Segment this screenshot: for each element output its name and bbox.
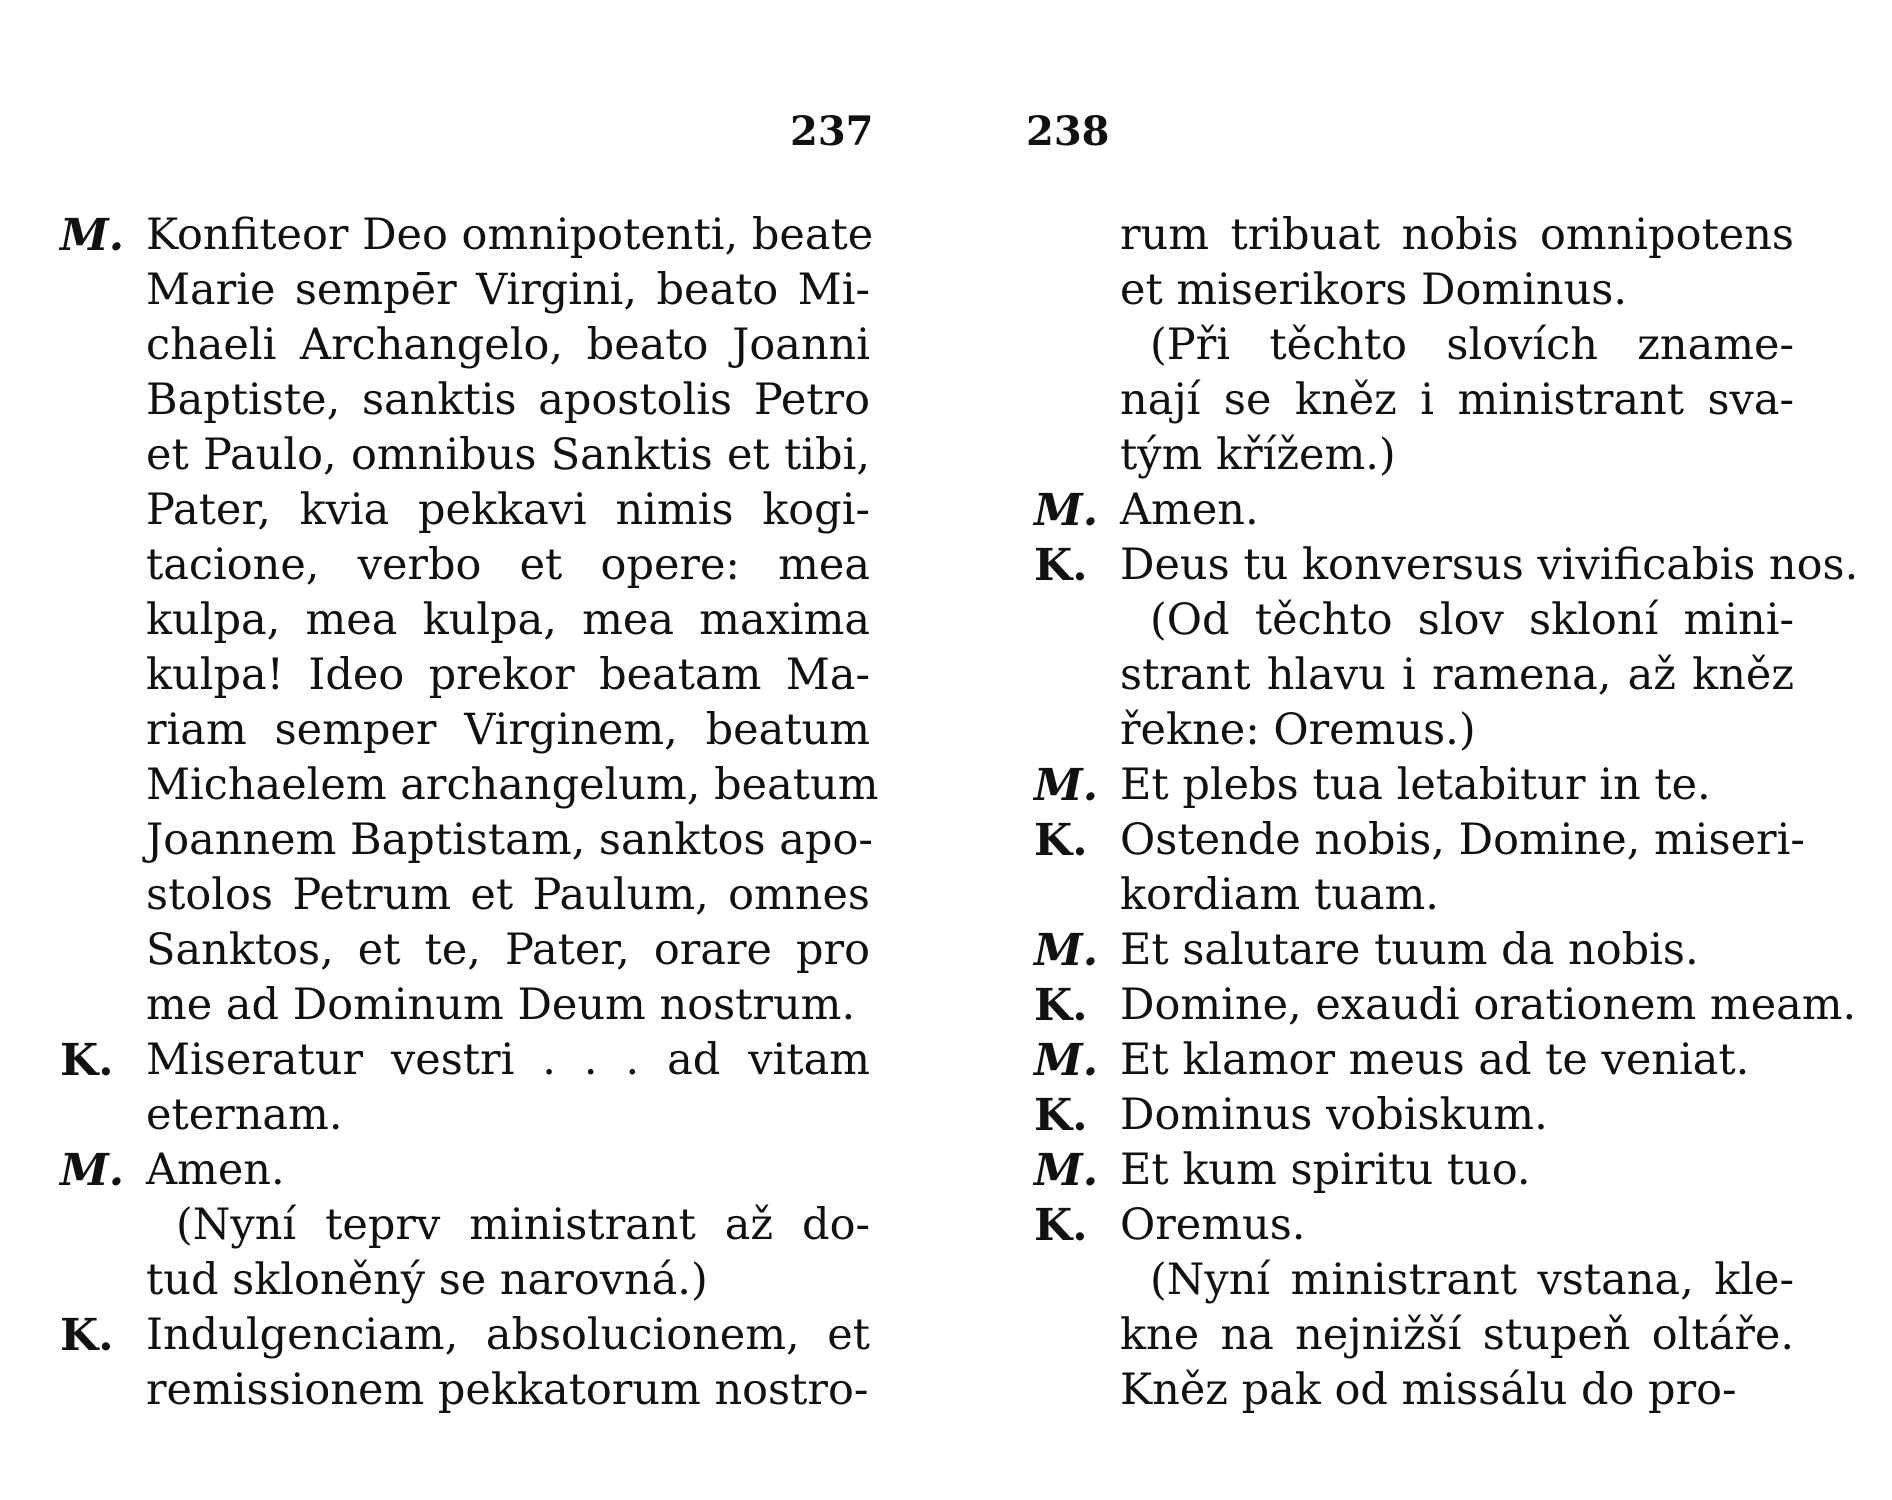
left-text-block xyxy=(60,208,879,1418)
dialogue-entry xyxy=(1034,758,1794,813)
text-line: riam semper Virginem, beatum xyxy=(146,705,870,755)
page-number: 237 xyxy=(790,108,874,155)
text-line: et Paulo, omnibus Sanktis et tibi, xyxy=(146,430,870,480)
text-line: kordiam tuam. xyxy=(1120,870,1439,920)
dialogue-entry xyxy=(1034,483,1794,538)
dialogue-entry xyxy=(60,1143,870,1198)
text-line: remissionem pekkatorum nostro- xyxy=(146,1365,869,1415)
speaker-label: M. xyxy=(1034,925,1099,976)
speaker-label: K. xyxy=(1034,980,1088,1031)
text-line: (Při těchto slovích zname- xyxy=(1150,320,1794,370)
text-line: Et plebs tua letabitur in te. xyxy=(1120,760,1711,810)
text-line: Joannem Baptistam, sanktos apo- xyxy=(146,815,873,865)
rubric-note xyxy=(1034,593,1794,758)
text-line: Domine, exaudi orationem meam. xyxy=(1120,980,1857,1030)
text-line: Et kum spiritu tuo. xyxy=(1120,1145,1531,1195)
text-line: Oremus. xyxy=(1120,1200,1306,1250)
speaker-label: M. xyxy=(1034,1035,1099,1086)
text-line: eternam. xyxy=(146,1090,343,1140)
text-line: nají se kněz i ministrant sva- xyxy=(1120,375,1794,425)
text-line: Kněz pak od missálu do pro- xyxy=(1120,1365,1737,1415)
speaker-label: K. xyxy=(1034,540,1088,591)
text-line: Sanktos, et te, Pater, orare pro xyxy=(146,925,870,975)
speaker-label: K. xyxy=(60,1310,114,1361)
text-line: Et salutare tuum da nobis. xyxy=(1120,925,1699,975)
dialogue-entry xyxy=(1034,1033,1794,1088)
speaker-label: M. xyxy=(60,210,125,261)
dialogue-entry xyxy=(1034,1143,1794,1198)
text-line: Deus tu konversus vivificabis nos. xyxy=(1120,540,1859,590)
speaker-label: K. xyxy=(1034,1200,1088,1251)
text-line: tacione, verbo et opere: mea xyxy=(146,540,870,590)
right-page xyxy=(946,0,1892,1500)
speaker-label: M. xyxy=(1034,1145,1099,1196)
rubric-note xyxy=(1034,318,1794,483)
text-line: Et klamor meus ad te veniat. xyxy=(1120,1035,1750,1085)
text-line: Pater, kvia pekkavi nimis kogi- xyxy=(146,485,870,535)
text-line: Miseratur vestri . . . ad vitam xyxy=(146,1035,870,1085)
speaker-label: K. xyxy=(1034,1090,1088,1141)
text-line: řekne: Oremus.) xyxy=(1120,705,1476,755)
text-line: Amen. xyxy=(146,1145,285,1195)
text-line: rum tribuat nobis omnipotens xyxy=(1120,210,1794,260)
dialogue-entry xyxy=(60,1033,870,1143)
dialogue-entry xyxy=(1034,1198,1794,1253)
text-line: strant hlavu i ramena, až kněz xyxy=(1120,650,1794,700)
text-line: (Od těchto slov skloní mini- xyxy=(1150,595,1794,645)
speaker-label: M. xyxy=(1034,760,1099,811)
text-line: stolos Petrum et Paulum, omnes xyxy=(146,870,870,920)
text-line: Amen. xyxy=(1120,485,1259,535)
text-line: Ostende nobis, Domine, miseri- xyxy=(1120,815,1805,865)
text-line: (Nyní teprv ministrant až do- xyxy=(176,1200,870,1250)
text-line: tud skloněný se narovná.) xyxy=(146,1255,708,1305)
speaker-label: M. xyxy=(60,1145,125,1196)
page-number: 238 xyxy=(1026,108,1110,155)
dialogue-entry xyxy=(1034,1088,1794,1143)
rubric-note xyxy=(1034,1253,1794,1418)
text-line: chaeli Archangelo, beato Joanni xyxy=(146,320,870,370)
speaker-label: K. xyxy=(1034,815,1088,866)
text-line: Dominus vobiskum. xyxy=(1120,1090,1548,1140)
rubric-note xyxy=(60,1198,870,1308)
dialogue-entry xyxy=(60,1308,870,1418)
text-line: me ad Dominum Deum nostrum. xyxy=(146,980,856,1030)
text-line: Baptiste, sanktis apostolis Petro xyxy=(146,375,870,425)
dialogue-entry xyxy=(1034,538,1859,593)
text-line: Indulgenciam, absolucionem, et xyxy=(146,1310,870,1360)
text-line: kne na nejnižší stupeň oltáře. xyxy=(1120,1310,1794,1360)
text-line: Marie sempēr Virgini, beato Mi- xyxy=(146,265,870,315)
dialogue-entry xyxy=(1034,813,1805,923)
dialogue-entry xyxy=(1034,208,1794,318)
speaker-label: K. xyxy=(60,1035,114,1086)
dialogue-entry xyxy=(1034,923,1794,978)
text-line: Michaelem archangelum, beatum xyxy=(146,760,879,810)
text-line: kulpa, mea kulpa, mea maxima xyxy=(146,595,870,645)
text-line: tým křížem.) xyxy=(1120,430,1396,480)
text-line: kulpa! Ideo prekor beatam Ma- xyxy=(146,650,870,700)
text-line: Konfiteor Deo omnipotenti, beate xyxy=(146,210,874,260)
speaker-label: M. xyxy=(1034,485,1099,536)
text-line: (Nyní ministrant vstana, kle- xyxy=(1150,1255,1794,1305)
right-text-block xyxy=(1034,208,1859,1418)
dialogue-entry xyxy=(1034,978,1857,1033)
text-line: et miserikors Dominus. xyxy=(1120,265,1627,315)
dialogue-entry xyxy=(60,208,879,1033)
